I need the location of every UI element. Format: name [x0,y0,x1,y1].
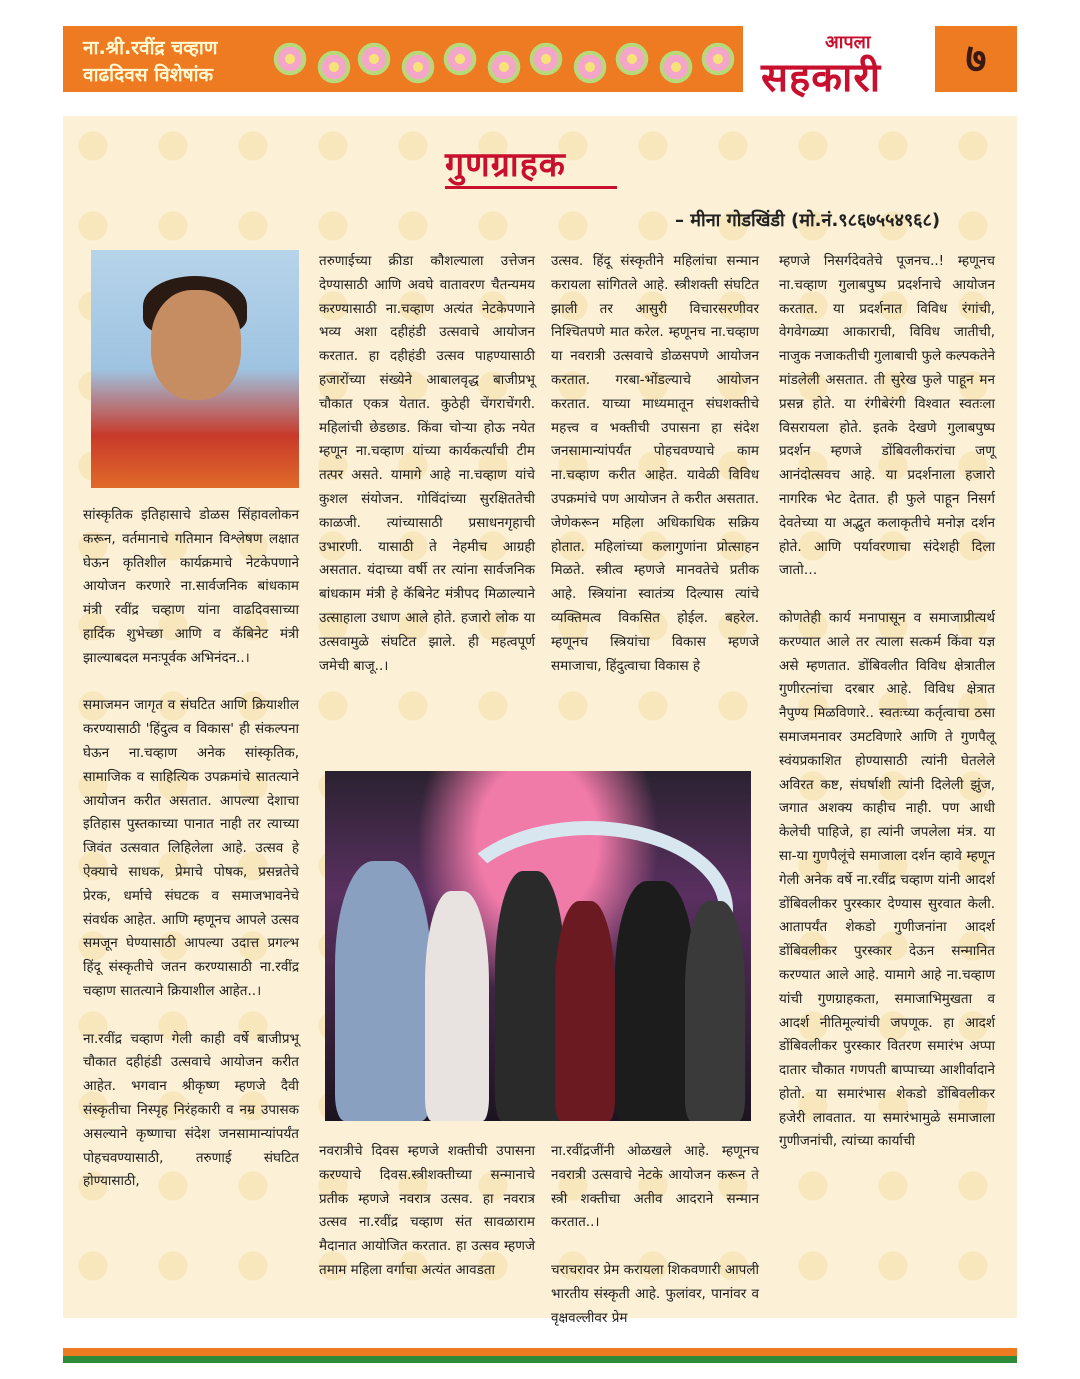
article-body [63,116,1017,1326]
event-photo [325,771,751,1121]
flower-icon [485,48,523,86]
flower-icon [315,48,353,86]
flower-icon [657,48,695,86]
photo-person [555,901,615,1121]
photo-person [615,881,695,1121]
masthead-logo-small: आपला [825,32,871,53]
flower-icon [271,40,309,78]
author-photo-face [151,290,241,400]
header-banner [63,26,743,92]
flower-icon [699,40,737,78]
photo-person [335,861,431,1121]
flower-decoration [271,34,741,84]
column-4-text: म्हणजे निसर्गदेवतेचे पूजनच..! म्हणूनच ना.चव्हाण गुलाबपुष्प प्रदर्शनाचे आयोजन करतात. या प्रदर्शनात विविध रंगांची, वेगवेगळ्या आकाराची, विविध जातीची, नाजुक नजाकतीची गुलाबाची फुले कल्पकतेने मांडलेली असतात. ती सुरेख फुले पाहून मन प्रसन्न होते. या रंगीबेरंगी विश्वात स्वतःला विसरायला होते. इतके देखणे गुलाबपुष्प प्रदर्शन म्हणजे डोंबिवलीकरांचा जणू आनंदोत्सवच आहे. या प्रदर्शनाला हजारो नागरिक भेट देतात. ही फुले पाहून निसर्ग देवतेच्या या अद्भुत कलाकृतीचे मनोज्ञ दर्शन होते. आणि पर्यावरणाचा संदेशही दिला जातो… कोणतेही कार्य मनापासून व समाजाप्रीत्यर्थ करण्यात आले तर त्याला सत्कर्म किंवा यज्ञ असे म्हणतात. डोंबिवलीत विविध क्षेत्रातील गुणीरत्नांचा दरबार आहे. विविध क्षेत्रात नैपुण्य मिळविणारे.. स्वतःच्या कर्तृत्वाचा ठसा समाजमनावर उमटविणारे आणि ते गुणपैलू स्वंयप्रकाशित होण्यासाठी त्यांनी घेतलेले अविरत कष्ट, संघर्षाशी त्यांनी दिलेली झुंज, जगात अशक्य काहीच नाही. पण आधी केलेची पाहिजे, हा त्यांनी जपलेला मंत्र. या सा-या गुणपैलूंचे समाजाला दर्शन व्हावे म्हणून गेली अनेक वर्षे ना.रवींद्र चव्हाण यांनी आदर्श डोंबिवलीकर पुरस्कार देण्यास सुरवात केली. आतापर्यंत शेकडो गुणीजनांना आदर्श डोंबिवलीकर पुरस्कार देऊन सन्मानित करण्यात आले आहे. यामागे आहे ना.चव्हाण यांची गुणग्राहकता, समाजाभिमुखता व आदर्श नीतिमूल्यांची जपणूक. हा आदर्श डोंबिवलीकर पुरस्कार वितरण समारंभ अप्पा दातार चौकात गणपती बाप्पाच्या आशीर्वादाने होतो. या समारंभास शेकडो डोंबिवलीकर हजेरी लावतात. या समारंभामुळे समाजाला गुणीजनांची, त्यांच्या कार्याची [779,253,995,1150]
flower-icon [441,40,479,78]
page-number: ७ [935,26,1017,92]
column-1-text: सांस्कृतिक इतिहासाचे डोळस सिंहावलोकन करून, वर्तमानाचे गतिमान विश्लेषण लक्षात घेऊन कृतिशील कार्यक्रमाचे नेटकेपणाने आयोजन करणारे ना.सार्वजनिक बांधकाम मंत्री रवींद्र चव्हाण यांना वाढदिवसाच्या हार्दिक शुभेच्छा आणि व कॅबिनेट मंत्री झाल्याबदल मनःपूर्वक अभिनंदन..। समाजमन जागृत व संघटित आणि क्रियाशील करण्यासाठी 'हिंदुत्व व विकास' ही संकल्पना घेऊन ना.चव्हाण अनेक सांस्कृतिक, सामाजिक व साहित्यिक उपक्रमांचे सातत्याने आयोजन करीत असतात. आपल्या देशाचा इतिहास पुस्तकाच्या पानात नाही तर त्याच्या जिवंत उत्सवात लिहिलेला आहे. उत्सव हे ऐक्याचे साधक, प्रेमाचे पोषक, प्रसन्नतेचे प्रेरक, धर्माचे संघटक व समाजभावनेचे संवर्धक आहेत. आणि म्हणूनच आपले उत्सव समजून घेण्यासाठी आपल्या उदात्त प्रगल्भ हिंदू संस्कृतीचे जतन करण्यासाठी ना.रवींद्र चव्हाण सातत्याने क्रियाशील आहेत..। ना.रवींद्र चव्हाण गेली काही वर्षे बाजीप्रभू चौकात दहीहंडी उत्सवाचे आयोजन करीत आहेत. भगवान श्रीकृष्ण म्हणजे दैवी संस्कृतीचा निस्पृह निरंहकारी व नम्र उपासक असल्याने कृष्णाचा संदेश जनसामान्यांपर्यंत पोहचवण्यासाठी, तरुणाई संघटित होण्यासाठी, [83,507,299,1190]
photo-person [685,901,745,1121]
article-title: गुणग्राहक [445,145,566,185]
column-2-text: तरुणाईच्या क्रीडा कौशल्याला उत्तेजन देण्यासाठी आणि अवघे वातावरण चैतन्यमय करण्यासाठी ना.चव्हाण अत्यंत नेटकेपणाने भव्य अशा दहीहंडी उत्सवाचे आयोजन करतात. हा दहीहंडी उत्सव पाहण्यासाठी हजारोंच्या संख्येने आबालवृद्ध बाजीप्रभू चौकात एकत्र येतात. कुठेही चेंगराचेंगरी. महिलांची छेडछाड. किंवा चोऱ्या होऊ नयेत म्हणून ना.चव्हाण यांच्या कार्यकर्त्यांची टीम तत्पर असते. यामागे आहे ना.चव्हाण यांचे कुशल संयोजन. गोविंदांच्या सुरक्षिततेची काळजी. त्यांच्यासाठी प्रसाधनगृहाची उभारणी. यासाठी ते नेहमीच आग्रही असतात. यंदाच्या वर्षी तर त्यांना सार्वजनिक बांधकाम मंत्री हे कॅबिनेट मंत्रीपद मिळाल्याने उत्साहाला उधाण आले होते. हजारो लोक या उत्सवामुळे संघटित झाले. ही महत्वपूर्ण जमेची बाजू..। [319,253,535,674]
footer-stripe-green [63,1356,1017,1363]
column-3-bottom-text: ना.रवींद्रजींनी ओळखले आहे. म्हणूनच नवरात्री उत्सवाचे नेटके आयोजन करून ते स्त्री शक्तीचा अतीव आदराने सन्मान करतात..। चराचरावर प्रेम करायला शिकवणारी आपली भारतीय संस्कृती आहे. फुलांवर, पानांवर व वृक्षवल्लीवर प्रेम [551,1143,759,1326]
footer-stripe-orange [63,1348,1017,1356]
column-2-bottom-text: नवरात्रीचे दिवस म्हणजे शक्तीची उपासना करण्याचे दिवस.स्त्रीशक्तीच्या सन्मानाचे प्रतीक म्हणजे नवरात्र उत्सव. हा नवरात्र उत्सव ना.रवींद्र चव्हाण संत सावळाराम मैदानात आयोजित करतात. हा उत्सव म्हणजे तमाम महिला वर्गाचा अत्यंत आवडता [319,1143,535,1278]
column-3-text: उत्सव. हिंदू संस्कृतीने महिलांचा सन्मान करायला सांगितले आहे. स्त्रीशक्ती संघटित झाली तर आसुरी विचारसरणीवर निश्चितपणे मात करेल. म्हणूनच ना.चव्हाण या नवरात्री उत्सवाचे डोळसपणे आयोजन करतात. गरबा-भोंडल्याचे आयोजन करतात. याच्या माध्यमातून संघशक्तीचे महत्त्व व भक्तीची उपासना हा संदेश जनसामान्यांपर्यंत पोहचवण्याचे काम ना.चव्हाण करीत आहेत. यावेळी विविध उपक्रमांचे पण आयोजन ते करीत असतात. जेणेकरून महिला अधिकाधिक सक्रिय होतात. महिलांच्या कलागुणांना प्रोत्साहन मिळते. स्त्रीत्व म्हणजे मानवतेचे प्रतीक आहे. स्त्रियांना स्वातंत्र्य दिल्यास त्यांचे व्यक्तिमत्व विकसित होईल. बहरेल. म्हणूनच स्त्रियांचा विकास म्हणजे समाजाचा, हिंदुत्वाचा विकास हे [551,253,759,674]
photo-person [425,891,489,1121]
header-title-line1: ना.श्री.रवींद्र चव्हाण [83,37,218,59]
article-author: – मीना गोडखिंडी (मो.नं.९८६७५५४९६८) [675,210,941,231]
masthead-logo: सहकारी [761,55,882,101]
author-photo [91,250,299,488]
newspaper-page [55,18,1023,1371]
flower-icon [355,40,393,78]
flower-icon [613,40,651,78]
header-title-line2: वाढदिवस विशेषांक [83,64,214,86]
title-underline [445,186,617,189]
flower-icon [399,48,437,86]
flower-icon [571,48,609,86]
flower-icon [527,40,565,78]
